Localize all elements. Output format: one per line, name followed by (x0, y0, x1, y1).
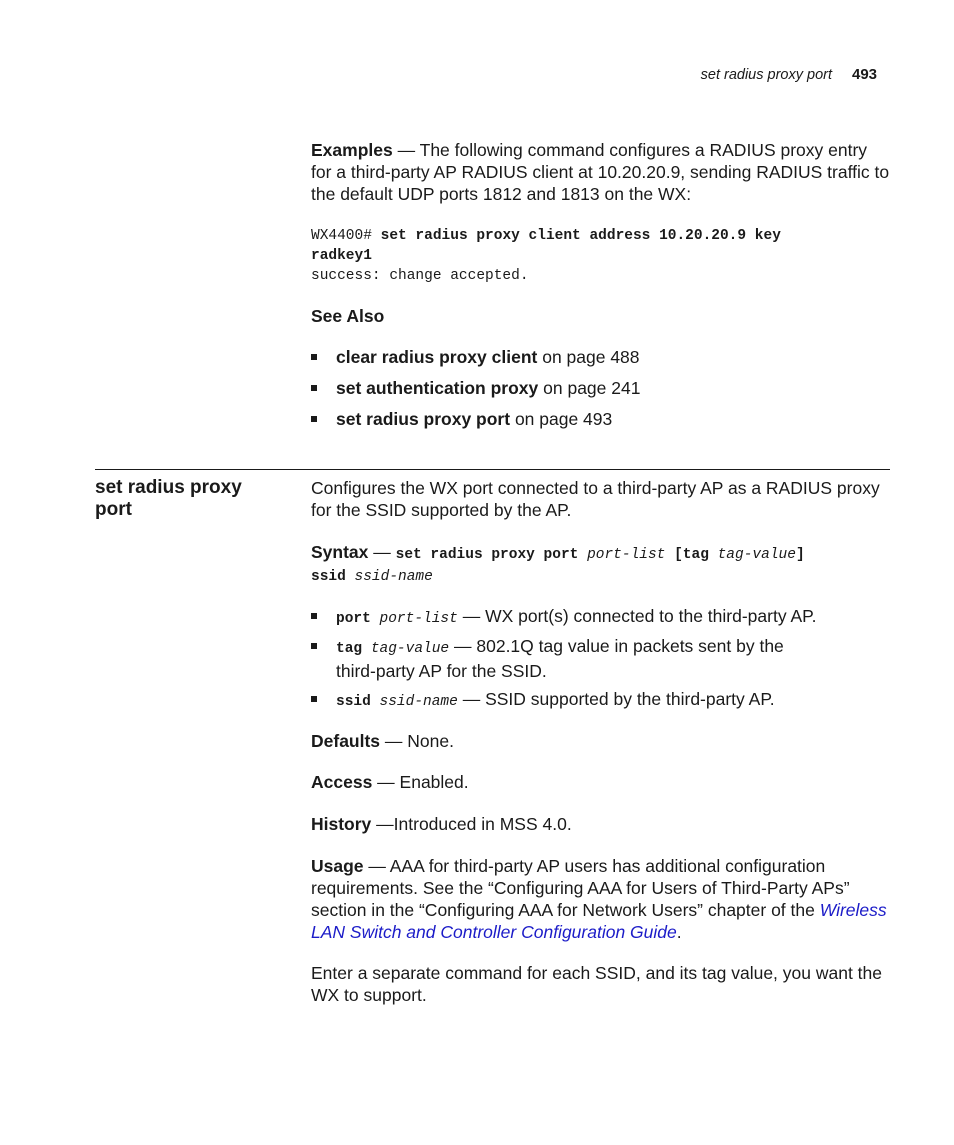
bullet-icon (311, 643, 317, 649)
section-divider (95, 469, 890, 470)
see-also-ref-name[interactable]: clear radius proxy client (336, 347, 538, 367)
list-item[interactable] (311, 377, 891, 399)
list-item-text (336, 377, 891, 399)
list-item[interactable] (311, 346, 891, 368)
param-text (336, 605, 891, 630)
param-text (336, 635, 891, 682)
example-code-block (311, 226, 781, 286)
param-arg: port-list (379, 611, 458, 627)
list-item-text (336, 346, 891, 368)
param-desc: — WX port(s) connected to the third-party AP. (457, 606, 817, 626)
syntax-dash: — (368, 542, 396, 562)
examples-paragraph (311, 139, 891, 205)
param-arg: tag-value (370, 641, 450, 657)
list-item[interactable] (311, 408, 891, 430)
code-command: set radius proxy client address 10.20.20.9 key (380, 228, 781, 244)
usage-label: Usage (311, 856, 364, 876)
syntax-ssid: ssid (311, 569, 346, 585)
param-desc: — 802.1Q tag value in packets sent by the (449, 636, 784, 656)
page-number: 493 (852, 66, 878, 83)
see-also-ref-name[interactable]: set radius proxy port (336, 409, 511, 429)
bullet-icon (311, 354, 317, 360)
syntax-label: Syntax (311, 542, 369, 562)
section-heading (95, 477, 295, 521)
syntax-arg-port-list: port-list (587, 547, 666, 563)
param-keyword: ssid (336, 694, 371, 710)
syntax-command: set radius proxy port (395, 547, 579, 563)
params-list (311, 605, 891, 715)
syntax-opt-open: [tag (674, 547, 709, 563)
param-desc: — SSID supported by the third-party AP. (457, 689, 775, 709)
param-keyword: port (336, 611, 371, 627)
code-line-2 (311, 246, 781, 266)
see-also-title: See Also (311, 306, 385, 326)
code-command-cont: radkey1 (311, 248, 372, 264)
bullet-icon (311, 416, 317, 422)
syntax-line-2 (311, 563, 891, 585)
param-text (336, 688, 891, 713)
param-keyword: tag (336, 641, 363, 657)
see-also-list (311, 346, 891, 436)
bullet-icon (311, 696, 317, 702)
syntax-line-1 (311, 541, 891, 563)
syntax-block (311, 541, 891, 585)
examples-text: — The following command configures a RADIUS proxy entry for a third-party AP RADIUS client at 10.20.20.9, sending RADIUS traffic to the default UDP ports 1812 and 1813 on the WX: (311, 140, 890, 204)
param-desc-cont: third-party AP for the SSID. (336, 661, 547, 681)
config-guide-link[interactable]: Wireless LAN Switch and Controller Configuration Guide (311, 900, 887, 942)
running-header-title: set radius proxy port (700, 67, 832, 83)
access-paragraph (311, 771, 891, 793)
access-text: — Enabled. (372, 772, 469, 792)
history-text: —Introduced in MSS 4.0. (371, 814, 572, 834)
see-also-ref-page: on page 493 (510, 409, 613, 429)
syntax-arg-tag-value: tag-value (717, 547, 796, 563)
see-also-ref-page: on page 488 (537, 347, 640, 367)
syntax-arg-ssid-name: ssid-name (354, 569, 433, 585)
list-item-text (336, 408, 891, 430)
defaults-paragraph (311, 730, 891, 752)
usage-text: — AAA for third-party AP users has additional configuration requirements. See the “Configuring AAA for Users of Third-Party APs” section in the “Configuring AAA for Network Users” chapter of the (311, 856, 850, 920)
usage-paragraph (311, 855, 889, 943)
usage-end: . (676, 922, 682, 942)
section-heading-line-1: set radius proxy (95, 477, 242, 498)
defaults-text: — None. (380, 731, 454, 751)
history-paragraph (311, 813, 891, 835)
syntax-opt-close: ] (795, 547, 805, 563)
see-also-ref-page: on page 241 (538, 378, 641, 398)
see-also-ref-name[interactable]: set authentication proxy (336, 378, 539, 398)
history-label: History (311, 814, 372, 834)
list-item (311, 635, 891, 679)
bullet-icon (311, 613, 317, 619)
list-item (311, 605, 891, 627)
defaults-label: Defaults (311, 731, 381, 751)
code-line-1 (311, 226, 781, 246)
final-paragraph: Enter a separate command for each SSID, and its tag value, you want the WX to support. (311, 963, 883, 1005)
section-heading-line-2: port (95, 499, 132, 520)
access-label: Access (311, 772, 373, 792)
param-arg: ssid-name (379, 694, 458, 710)
code-prompt: WX4400# (311, 228, 381, 244)
examples-label: Examples (311, 140, 393, 160)
code-output: success: change accepted. (311, 268, 529, 284)
list-item (311, 688, 891, 710)
bullet-icon (311, 385, 317, 391)
section-intro: Configures the WX port connected to a third-party AP as a RADIUS proxy for the SSID supported by the AP. (311, 478, 880, 520)
